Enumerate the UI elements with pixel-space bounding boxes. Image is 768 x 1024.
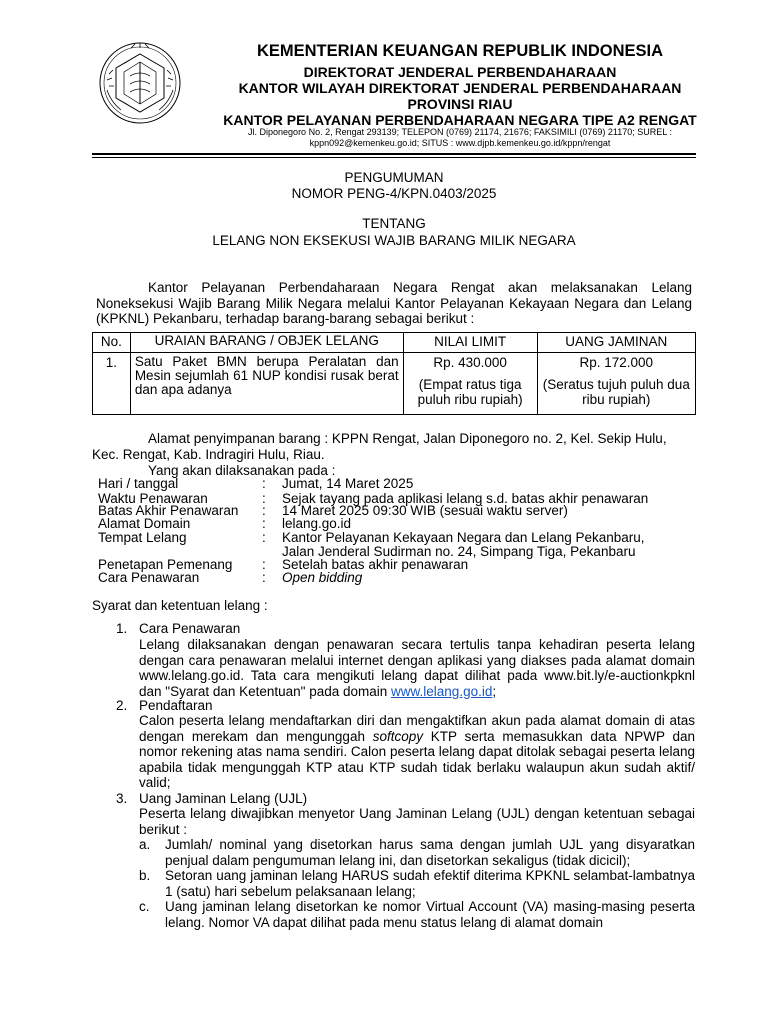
schedule-key: Batas Akhir Penawaran [98, 503, 239, 518]
schedule-key: Cara Penawaran [98, 570, 200, 585]
header-no: No. [93, 333, 131, 353]
cell-no: 1. [93, 353, 131, 415]
about-label: TENTANG [362, 216, 426, 231]
schedule-value: Open bidding [282, 570, 363, 585]
term-number: 2. [116, 698, 128, 713]
storage-address-line2: Kec. Rengat, Kab. Indragiri Hulu, Riau. [92, 447, 325, 462]
lelang-domain-link[interactable]: www.lelang.go.id [391, 683, 493, 699]
sub-item-letter: a. [139, 837, 151, 852]
ministry-name: KEMENTERIAN KEUANGAN REPUBLIK INDONESIA [256, 42, 664, 60]
term-number: 3. [116, 791, 128, 806]
deposit-words: (Seratus tujuh puluh dua ribu rupiah) [542, 377, 690, 407]
schedule-colon: : [262, 476, 266, 491]
document-subject: LELANG NON EKSEKUSI WAJIB BARANG MILIK NEGARA [212, 233, 576, 248]
office-contact: kppn092@kemenkeu.go.id; SITUS : www.djpb.kemenkeu.go.id/kppn/rengat [309, 138, 611, 148]
schedule-value: Setelah batas akhir penawaran [282, 557, 469, 572]
directorate-name: DIREKTORAT JENDERAL PERBENDAHARAAN [303, 64, 617, 80]
sub-item-letter: b. [139, 868, 151, 883]
schedule-value: lelang.go.id [282, 516, 352, 531]
schedule-key: Tempat Lelang [98, 530, 187, 545]
schedule-key: Waktu Penawaran [98, 491, 208, 506]
cell-limit [403, 353, 537, 415]
schedule-colon: : [262, 570, 266, 585]
sub-item-text: Jumlah/ nominal yang disetorkan harus sama dengan jumlah UJL yang disyaratkan penjual dalam pengumuman lelang ini, dan disetorkan sekaligus (tidak dicicil); [165, 837, 695, 868]
term-text-italic: softcopy [372, 728, 424, 744]
term-body [139, 713, 695, 791]
deposit-value: Rp. 172.000 [579, 355, 654, 370]
cell-description: Satu Paket BMN berupa Peralatan dan Mesin sejumlah 61 NUP kondisi rusak berat dan apa adanya [130, 353, 403, 415]
intro-paragraph: Kantor Pelayanan Perbendaharaan Negara Rengat akan melaksanakan Lelang Noneksekusi Wajib Barang Milik Negara melalui Kantor Pelayanan Kekayaan Negara dan Lelang (KPKNL) Pekanbaru, terhadap barang-barang sebagai berikut : [96, 280, 692, 326]
schedule-key: Hari / tanggal [98, 476, 179, 491]
sub-item-text: Setoran uang jaminan lelang HARUS sudah efektif diterima KPKNL selambat-lambatnya 1 (satu) hari sebelum pelaksanaan lelang; [165, 868, 695, 899]
office-name: KANTOR PELAYANAN PERBENDAHARAAN NEGARA TIPE A2 RENGAT [223, 112, 697, 128]
document-number: NOMOR PENG-4/KPN.0403/2025 [291, 186, 497, 201]
ministry-emblem-icon [97, 40, 183, 126]
term-title: Uang Jaminan Lelang (UJL) [139, 791, 308, 806]
header-deposit: UANG JAMINAN [537, 333, 695, 353]
table-header-row [93, 333, 696, 353]
letterhead-divider-thin [92, 157, 696, 158]
schedule-colon: : [262, 491, 266, 506]
schedule-key: Alamat Domain [98, 516, 191, 531]
term-body [139, 637, 695, 699]
schedule-intro: Yang akan dilaksanakan pada : [148, 463, 336, 478]
term-title: Cara Penawaran [139, 621, 241, 636]
schedule-key: Penetapan Pemenang [98, 557, 233, 572]
term-text-end: KTP serta memasukkan data NPWP dan nomor rekening atas nama sendiri. Calon peserta lelang dapat ditolak sebagai peserta lelang apabila tidak mengunggah KTP atau KTP sudah tidak berlaku walaupun akun sudah aktif/ valid; [139, 728, 695, 790]
schedule-value-continued: Jalan Jenderal Sudirman no. 24, Simpang Tiga, Pekanbaru [282, 544, 636, 559]
sub-item-text: Uang jaminan lelang disetorkan ke nomor Virtual Account (VA) masing-masing peserta lelang. Nomor VA dapat dilihat pada menu status lelang di alamat domain [165, 899, 695, 930]
header-limit: NILAI LIMIT [403, 333, 537, 353]
schedule-colon: : [262, 557, 266, 572]
office-address: Jl. Diponegoro No. 2, Rengat 293139; TELEPON (0769) 21174, 21676; FAKSIMILI (0769) 21170; SUREL : [248, 127, 672, 137]
term-text: Calon peserta lelang mendaftarkan diri dan mengaktifkan akun pada alamat domain di atas dengan merekam dan mengunggah [139, 713, 695, 744]
schedule-value: 14 Maret 2025 09:30 WIB (sesuai waktu server) [282, 503, 568, 518]
terms-title: Syarat dan ketentuan lelang : [92, 598, 268, 613]
term-body: Peserta lelang diwajibkan menyetor Uang Jaminan Lelang (UJL) dengan ketentuan sebagai berikut : [139, 806, 695, 837]
schedule-colon: : [262, 530, 266, 545]
table-row [93, 353, 696, 415]
term-title: Pendaftaran [139, 698, 213, 713]
regional-office-name: KANTOR WILAYAH DIREKTORAT JENDERAL PERBENDAHARAAN [238, 80, 682, 96]
auction-items-table [92, 332, 696, 415]
province-name: PROVINSI RIAU [407, 96, 513, 112]
schedule-value: Jumat, 14 Maret 2025 [282, 476, 414, 491]
schedule-value: Kantor Pelayanan Kekayaan Negara dan Lelang Pekanbaru, [282, 530, 645, 545]
cell-deposit [537, 353, 695, 415]
schedule-value: Sejak tayang pada aplikasi lelang s.d. batas akhir penawaran [282, 491, 649, 506]
limit-value: Rp. 430.000 [433, 355, 507, 370]
limit-words: (Empat ratus tiga puluh ribu rupiah) [417, 377, 523, 407]
schedule-colon: : [262, 516, 266, 531]
term-text: Lelang dilaksanakan dengan penawaran secara tertulis tanpa kehadiran peserta lelang dengan cara penawaran melalui internet dengan aplikasi yang diakses pada alamat domain www.lelang.go.id. Tata cara mengikuti lelang dapat dilihat pada www.bit.ly/e-auctionkpknl dan "Syarat dan Ketentuan" pada domain [139, 637, 695, 699]
letterhead-divider-thick [92, 153, 696, 155]
storage-address-line1: Alamat penyimpanan barang : KPPN Rengat, Jalan Diponegoro no. 2, Kel. Sekip Hulu, [148, 431, 667, 446]
sub-item-letter: c. [139, 899, 150, 914]
schedule-colon: : [262, 503, 266, 518]
document-type: PENGUMUMAN [344, 170, 444, 185]
term-text-end: ; [492, 683, 497, 699]
header-description: URAIAN BARANG / OBJEK LELANG [130, 333, 403, 353]
term-number: 1. [116, 621, 128, 636]
